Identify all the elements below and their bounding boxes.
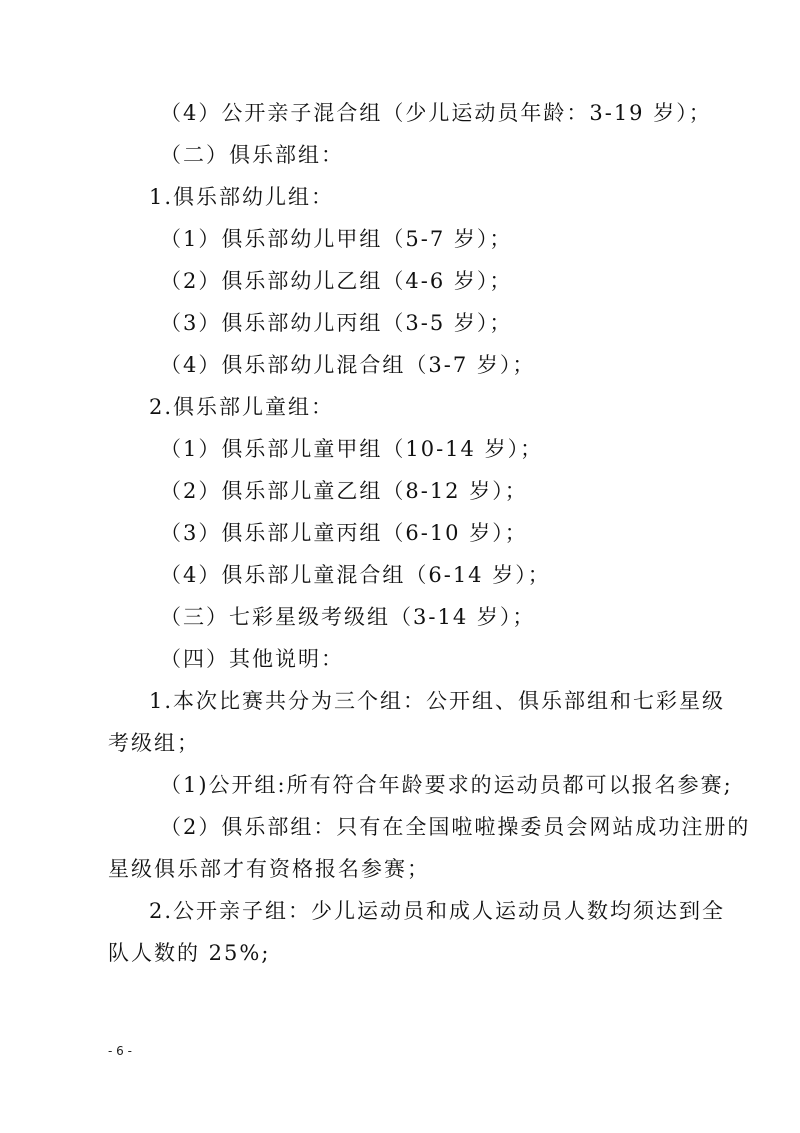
text-line: （2）俱乐部幼儿乙组（4-6 岁）； bbox=[160, 269, 513, 293]
text-line: （2）俱乐部儿童乙组（8-12 岁）； bbox=[160, 479, 528, 503]
text-line: 1.本次比赛共分为三个组：公开组、俱乐部组和七彩星级 bbox=[149, 689, 726, 713]
text-line: （二）俱乐部组： bbox=[160, 143, 344, 167]
text-line: 2.公开亲子组：少儿运动员和成人运动员人数均须达到全 bbox=[149, 899, 726, 923]
text-line: 1.俱乐部幼儿组： bbox=[149, 185, 335, 209]
text-line: （4）公开亲子混合组（少儿运动员年龄：3-19 岁）； bbox=[160, 101, 712, 125]
text-line: （四）其他说明： bbox=[160, 647, 344, 671]
text-line: 考级组； bbox=[108, 731, 200, 755]
text-line: 星级俱乐部才有资格报名参赛； bbox=[108, 857, 430, 881]
text-line: （4）俱乐部儿童混合组（6-14 岁）； bbox=[160, 563, 551, 587]
text-line: 2.俱乐部儿童组： bbox=[149, 395, 335, 419]
text-line: （1)公开组:所有符合年龄要求的运动员都可以报名参赛; bbox=[160, 773, 733, 797]
text-line: （3）俱乐部儿童丙组（6-10 岁）； bbox=[160, 521, 528, 545]
text-line: 队人数的 25%; bbox=[108, 941, 271, 965]
text-line: （1）俱乐部幼儿甲组（5-7 岁）； bbox=[160, 227, 513, 251]
text-line: （三）七彩星级考级组（3-14 岁）； bbox=[160, 605, 536, 629]
text-line: （3）俱乐部幼儿丙组（3-5 岁）； bbox=[160, 311, 513, 335]
page-number: - 6 - bbox=[108, 1044, 132, 1058]
text-line: （2）俱乐部组：只有在全国啦啦操委员会网站成功注册的 bbox=[160, 815, 751, 839]
text-line: （4）俱乐部幼儿混合组（3-7 岁）； bbox=[160, 353, 536, 377]
text-line: （1）俱乐部儿童甲组（10-14 岁）； bbox=[160, 437, 544, 461]
